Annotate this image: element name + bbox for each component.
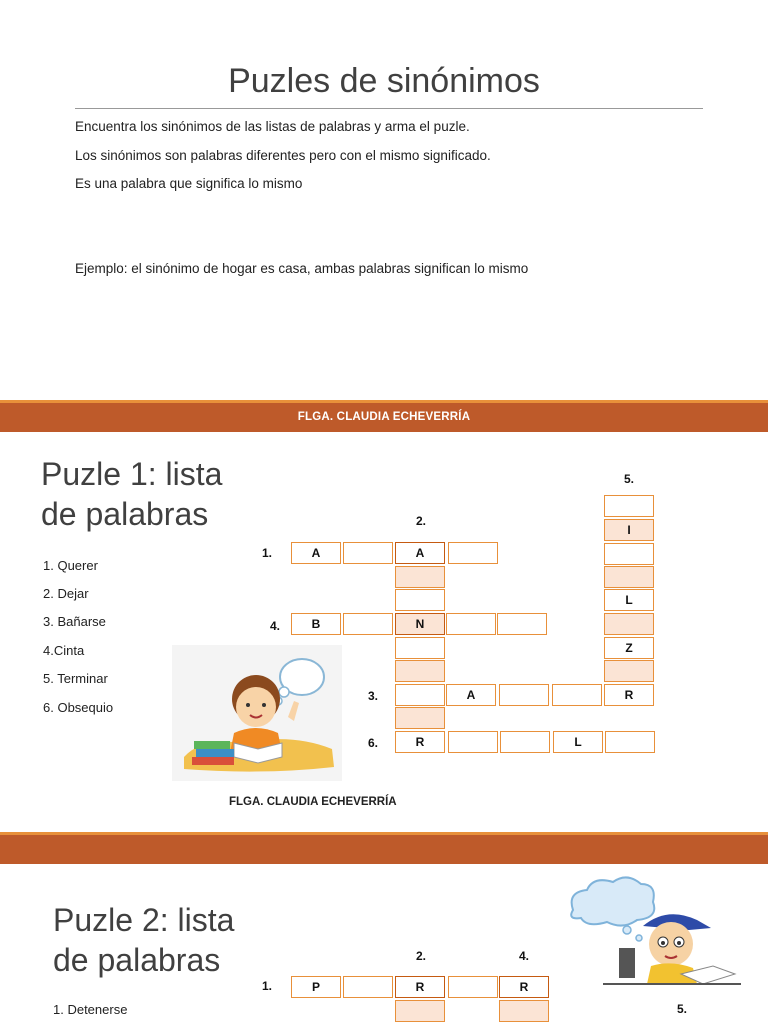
- crossword-cell[interactable]: [395, 660, 445, 682]
- puzzle-1-title: Puzle 1: lista de palabras: [41, 456, 223, 532]
- instruction-line-3: Es una palabra que significa lo mismo: [75, 176, 303, 191]
- crossword-cell[interactable]: [395, 637, 445, 659]
- puzzle-2-title: Puzle 2: lista de palabras: [53, 902, 235, 978]
- clue-number: 1.: [262, 979, 273, 993]
- crossword-cell[interactable]: [446, 613, 496, 635]
- crossword-cell[interactable]: [343, 613, 393, 635]
- clue-number: 5.: [677, 1002, 688, 1016]
- clue-number: 3.: [368, 689, 379, 703]
- crossword-cell[interactable]: [499, 1000, 549, 1022]
- crossword-cell[interactable]: R: [395, 976, 445, 998]
- footer-band: [0, 400, 768, 432]
- clue-number: 2.: [416, 514, 427, 528]
- clue-number: 6.: [368, 736, 379, 750]
- crossword-cell[interactable]: [395, 589, 445, 611]
- slide-puzzle-1: [0, 432, 768, 832]
- crossword-cell[interactable]: [395, 707, 445, 729]
- slide-puzzle-2: [0, 864, 768, 1024]
- crossword-cell[interactable]: [604, 543, 654, 565]
- crossword-cell[interactable]: A: [395, 542, 445, 564]
- crossword-cell[interactable]: [604, 660, 654, 682]
- clue-number: 2.: [416, 949, 427, 963]
- crossword-cell[interactable]: [604, 566, 654, 588]
- crossword-cell[interactable]: L: [553, 731, 603, 753]
- example-line: Ejemplo: el sinónimo de hogar es casa, ambas palabras significan lo mismo: [75, 261, 529, 276]
- crossword-cell[interactable]: [552, 684, 602, 706]
- crossword-cell[interactable]: L: [604, 589, 654, 611]
- list-item: 1. Detenerse: [53, 1002, 128, 1017]
- crossword-cell[interactable]: [448, 731, 498, 753]
- clue-number: 4.: [270, 619, 281, 633]
- title-divider: [75, 108, 703, 109]
- list-item: 1. Querer: [43, 558, 98, 573]
- list-item: 2. Dejar: [43, 586, 89, 601]
- crossword-cell[interactable]: N: [395, 613, 445, 635]
- crossword-cell[interactable]: B: [291, 613, 341, 635]
- crossword-cell[interactable]: [395, 684, 445, 706]
- list-item: 3. Bañarse: [43, 614, 106, 629]
- crossword-cell[interactable]: [395, 1000, 445, 1022]
- clue-number: 4.: [519, 949, 530, 963]
- instruction-line-2: Los sinónimos son palabras diferentes pero con el mismo significado.: [75, 148, 491, 163]
- list-item: 5. Terminar: [43, 671, 108, 686]
- crossword-cell[interactable]: P: [291, 976, 341, 998]
- child-reading-illustration: [172, 645, 342, 781]
- crossword-cell[interactable]: [497, 613, 547, 635]
- clue-number: 5.: [624, 472, 635, 486]
- boy-thinking-illustration: [563, 870, 745, 992]
- instruction-line-1: Encuentra los sinónimos de las listas de palabras y arma el puzle.: [75, 119, 470, 134]
- list-item: 6. Obsequio: [43, 700, 114, 715]
- slide-intro: [0, 0, 768, 400]
- crossword-cell[interactable]: [500, 731, 550, 753]
- crossword-cell[interactable]: R: [499, 976, 549, 998]
- crossword-cell[interactable]: [604, 495, 654, 517]
- crossword-cell[interactable]: I: [604, 519, 654, 541]
- crossword-cell[interactable]: [448, 542, 498, 564]
- crossword-cell[interactable]: A: [446, 684, 496, 706]
- crossword-cell[interactable]: [448, 976, 498, 998]
- band-author: FLGA. CLAUDIA ECHEVERRÍA: [297, 411, 471, 423]
- puzzle-1-author: FLGA. CLAUDIA ECHEVERRÍA: [229, 796, 397, 808]
- crossword-cell[interactable]: [604, 613, 654, 635]
- page-title: Puzles de sinónimos: [228, 62, 540, 100]
- crossword-cell[interactable]: R: [604, 684, 654, 706]
- crossword-cell[interactable]: [499, 684, 549, 706]
- crossword-cell[interactable]: A: [291, 542, 341, 564]
- crossword-cell[interactable]: R: [395, 731, 445, 753]
- crossword-cell[interactable]: [343, 976, 393, 998]
- crossword-cell[interactable]: [395, 566, 445, 588]
- list-item: 4.Cinta: [43, 643, 85, 658]
- crossword-cell[interactable]: Z: [604, 637, 654, 659]
- crossword-cell[interactable]: [343, 542, 393, 564]
- crossword-cell[interactable]: [605, 731, 655, 753]
- clue-number: 1.: [262, 546, 273, 560]
- divider-band: [0, 832, 768, 864]
